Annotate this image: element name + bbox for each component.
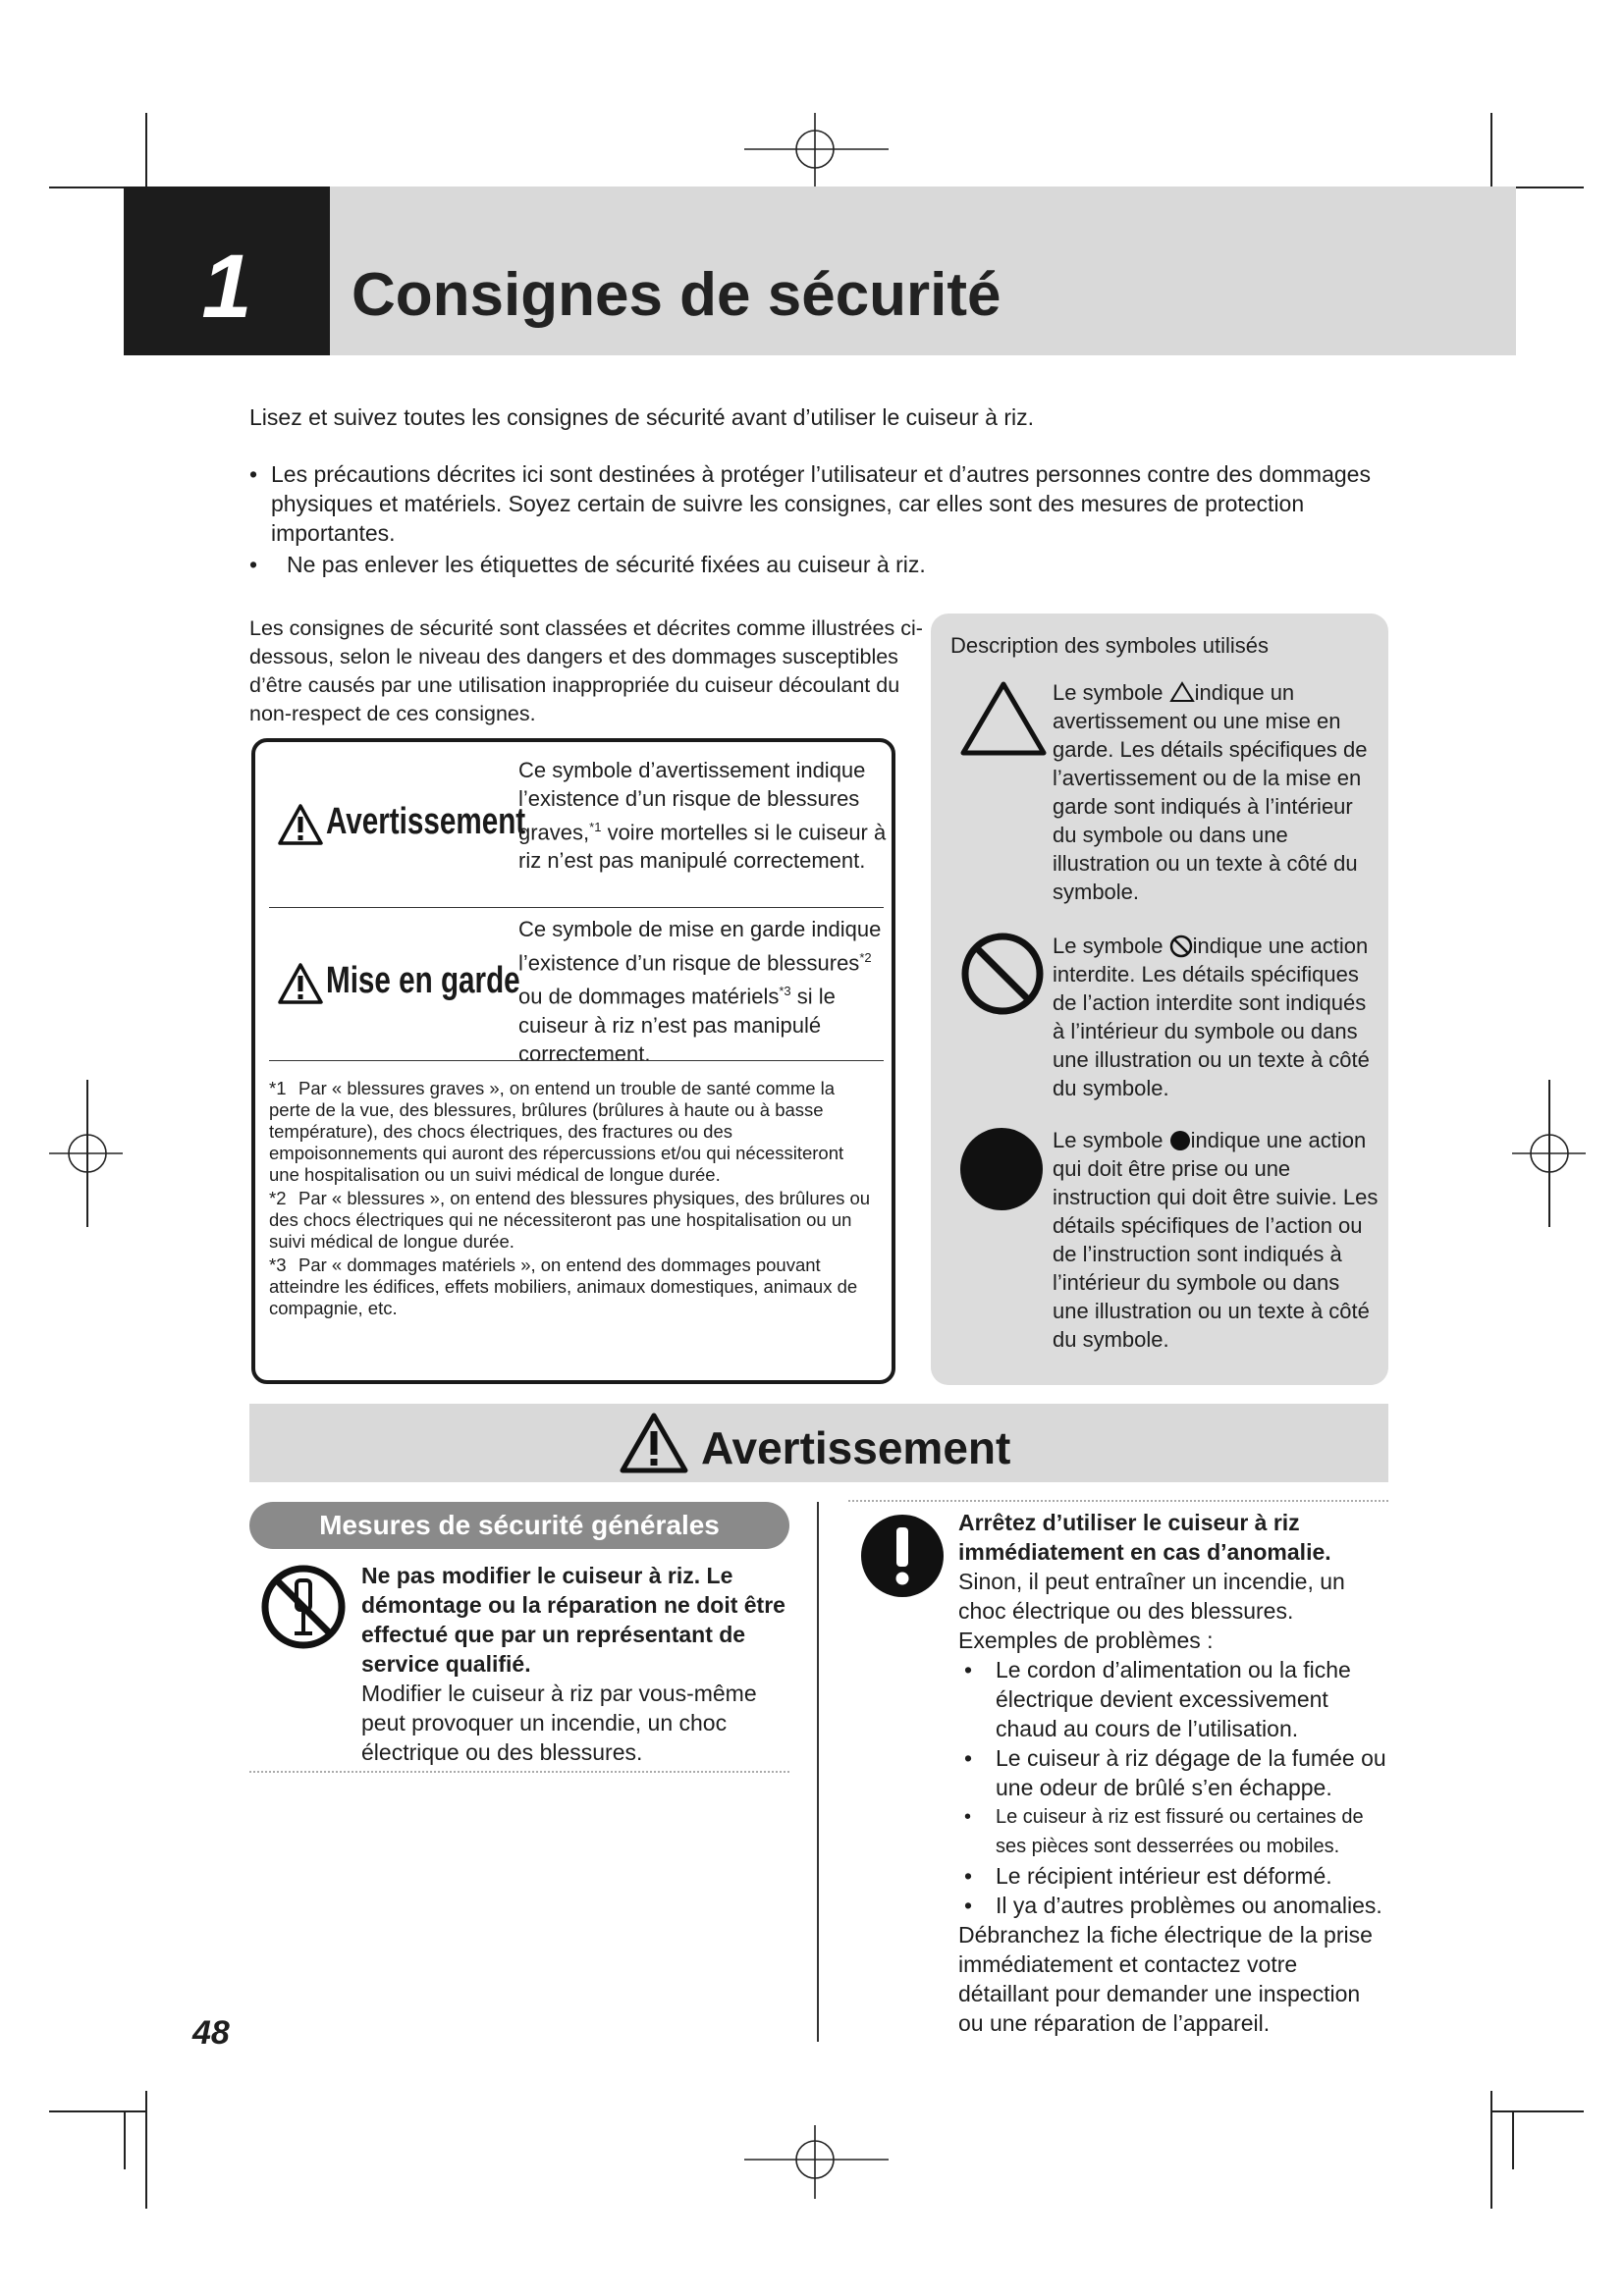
inline-triangle-icon: [1169, 681, 1195, 703]
warning-triangle-icon: [277, 803, 324, 846]
filled-circle-icon: [958, 1126, 1045, 1212]
no-disassembly-icon: [259, 1563, 348, 1651]
inline-prohibition-icon: [1169, 934, 1193, 958]
chapter-number: 1: [201, 237, 252, 337]
triangle-icon: [958, 678, 1049, 759]
warning-levels-box: [251, 738, 895, 1384]
warning-triangle-icon: [619, 1412, 689, 1474]
divider: [269, 907, 884, 908]
caution-triangle-icon: [277, 962, 324, 1005]
footnote: *2 Par « blessures », on entend des blessures physiques, des brûlures ou des chocs électriques qui ne nécessiteront pas une hospitalisation ou un suivi médical de longue durée.: [269, 1188, 871, 1252]
list-item: • Le cordon d’alimentation ou la fiche électrique devient excessivement chaud au cours de l’utilisation.: [958, 1655, 1390, 1743]
list-item: • Il ya d’autres problèmes ou anomalies.: [958, 1891, 1390, 1920]
footnotes: [269, 1078, 878, 1319]
prohibition-icon: [960, 932, 1045, 1016]
warning-level-label: Avertissement: [326, 801, 526, 842]
symbol-description: Le symbole indique une action interdite. Les détails spécifiques de l’action interdite sont indiqués à l’intérieur du symbole ou dans une illustration ou un texte à côté du symbole.: [1053, 934, 1370, 1100]
symbol-description-panel: [931, 614, 1388, 1385]
divider: [269, 1060, 884, 1061]
warning-level-description: Ce symbole d’avertissement indique l’existence d’un risque de blessures graves,$^{*1}$ voire mortelles si le cuiseur à riz n’est pas manipulé correctement.: [518, 758, 887, 874]
footnote: *1 Par « blessures graves », on entend un trouble de santé comme la perte de la vue, des blessures, brûlures (brûlures à haute ou à basse température), des chocs électriques, des fractures ou des empoisonnements qui auront des répercussions et/ou qui nécessiteront une hospitalisation ou un suivi médical de longue durée.: [269, 1078, 844, 1185]
list-item: • Le récipient intérieur est déformé.: [958, 1861, 1390, 1891]
list-item: • Le cuiseur à riz dégage de la fumée ou une odeur de brûlé s’en échappe.: [958, 1743, 1390, 1802]
list-item: • Ne pas enlever les étiquettes de sécurité fixées au cuiseur à riz.: [247, 550, 1386, 579]
symbol-description: Le symbole indique un avertissement ou une mise en garde. Les détails spécifiques de l’avertissement ou de la mise en garde sont indiqués à l’intérieur du symbole ou dans une illustration ou un texte à côté du symbole.: [1053, 680, 1368, 904]
column-divider: [817, 1502, 819, 2042]
list-item: • Le cuiseur à riz est fissuré ou certaines de ses pièces sont desserrées ou mobiles.: [958, 1802, 1390, 1861]
intro-text: Lisez et suivez toutes les consignes de sécurité avant d’utiliser le cuiseur à riz.: [249, 404, 1035, 430]
inline-filled-circle-icon: [1169, 1130, 1191, 1151]
warning-banner-title: Avertissement: [701, 1422, 1011, 1473]
classification-text: Les consignes de sécurité sont classées et décrites comme illustrées ci-dessous, selon le niveau des dangers et des dommages susceptibles d’être causés par une utilisation inappropriée du cuiseur découlant du non-respect de ces consignes.: [249, 616, 923, 725]
mandatory-action-icon: [860, 1514, 945, 1598]
caution-level-label: Mise en garde: [326, 960, 520, 1001]
problem-examples: [958, 1655, 1390, 1920]
general-safety-text: Ne pas modifier le cuiseur à riz. Le démontage ou la réparation ne doit être effectué que par un représentant de service qualifié. Modifier le cuiseur à riz par vous-même peut provoquer un incendie, un choc électrique ou des blessures.: [361, 1563, 785, 1765]
caution-level-description: Ce symbole de mise en garde indique l’existence d’un risque de blessures$^{*2}$ ou de dommages matériels$^{*3}$ si le cuiseur à riz n’est pas manipulé correctement.: [518, 917, 882, 1066]
chapter-number-block: [124, 187, 330, 355]
divider: [848, 1500, 1388, 1502]
list-item: • Les précautions décrites ici sont destinées à protéger l’utilisateur et d’autres personnes contre des dommages physiques et matériels. Soyez certain de suivre les consignes, car elles sont des mesures de protection importantes.: [247, 459, 1386, 548]
divider: [249, 1771, 789, 1773]
panel-title: Description des symboles utilisés: [950, 633, 1270, 658]
symbol-description: Le symbole indique une action qui doit être prise ou une instruction qui doit être suivie. Les détails spécifiques de l’action ou de l’instruction sont indiqués à l’intérieur du symbole ou dans une illustration ou un texte à côté du symbole.: [1053, 1128, 1379, 1352]
section-pill-title: Mesures de sécurité générales: [249, 1502, 789, 1549]
intro-bullets: [247, 459, 1386, 581]
footnote: *3 Par « dommages matériels », on entend des dommages pouvant atteindre les édifices, effets mobiliers, animaux domestiques, animaux de compagnie, etc.: [269, 1255, 858, 1318]
warning-banner: [249, 1404, 1388, 1482]
page-title: Consignes de sécurité: [352, 261, 1001, 329]
page-number: 48: [192, 2014, 230, 2052]
stop-use-text: Arrêtez d’utiliser le cuiseur à riz immédiatement en cas d’anomalie. Sinon, il peut entraîner un incendie, un choc électrique ou des blessures. Exemples de problèmes : • Le cordon d’alimentation ou la fiche électrique devient excessivement chaud au cours de l’utilisation. • Le cuiseur à riz dégage de la fumée ou une odeur de brûlé s’en échappe. • Le cuiseur à riz est fissuré ou certaines de ses pièces sont desserrées ou mobiles. • Le récipient intérieur est déformé. • Il ya d’autres problèmes ou anomalies. Débranchez la fiche électrique de la prise immédiatement et contactez votre détaillant pour demander une inspection ou une réparation de l’appareil.: [958, 1508, 1390, 2038]
